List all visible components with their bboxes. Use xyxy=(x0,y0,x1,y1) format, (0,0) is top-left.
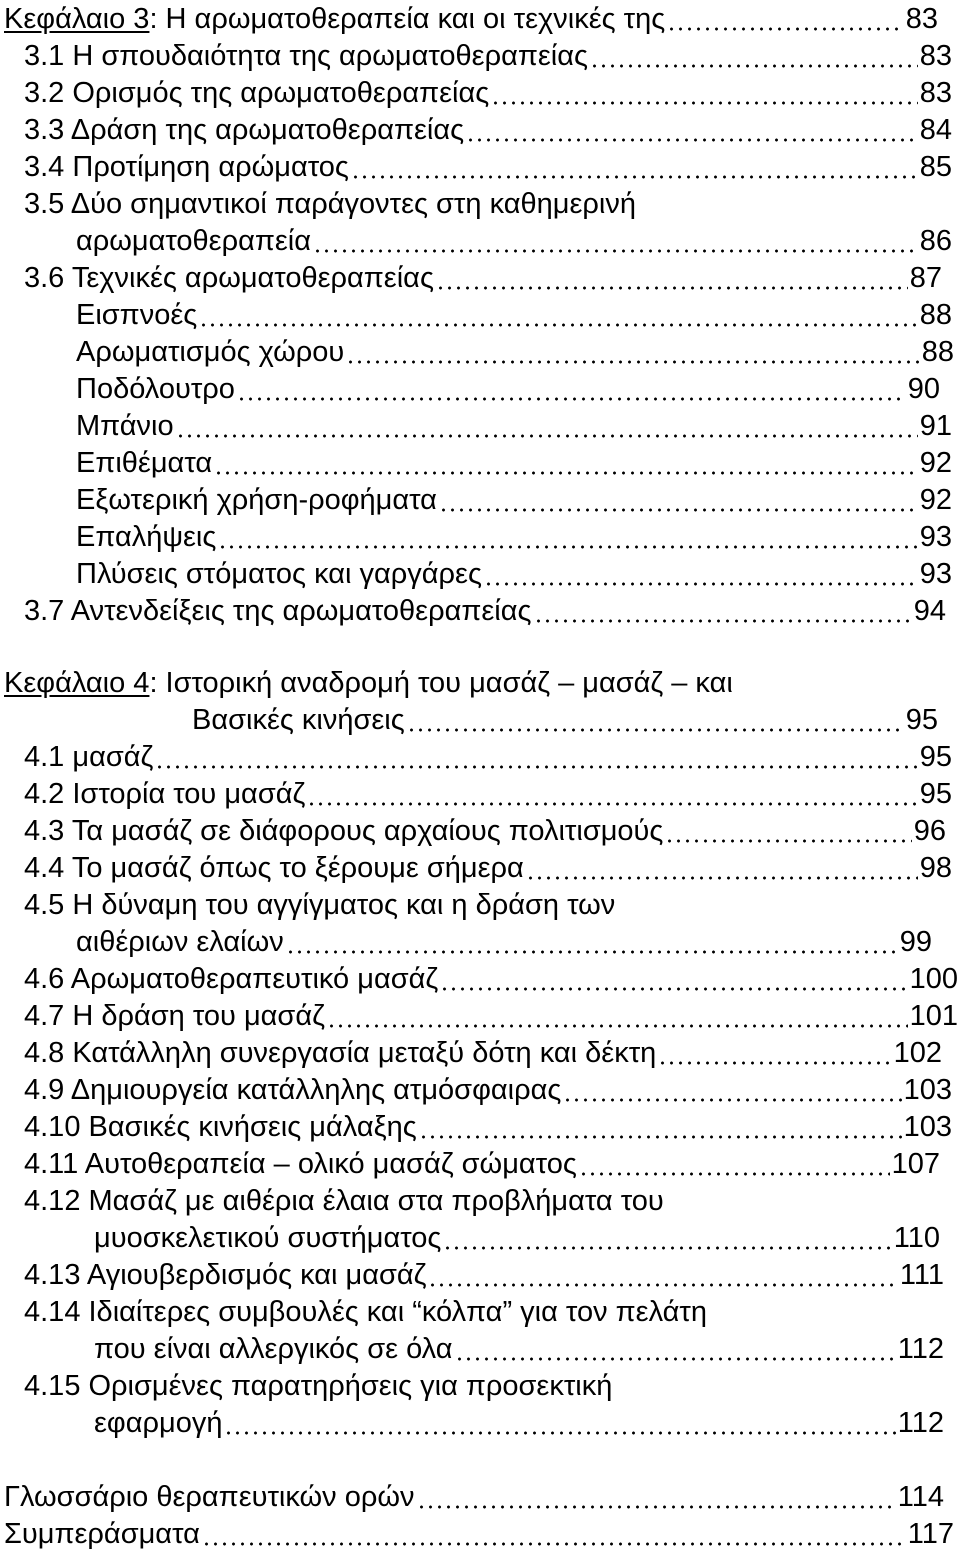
dot-leader xyxy=(327,998,908,1034)
toc-entry-page: 93 xyxy=(919,558,952,590)
toc-entry-page: 96 xyxy=(913,815,946,847)
dot-leader xyxy=(237,371,906,407)
toc-entry-text: 4.14 Ιδιαίτερες συμβουλές και “κόλπα” για τον πελάτη xyxy=(24,1296,708,1328)
dot-leader xyxy=(436,260,908,296)
dot-leader xyxy=(419,1109,902,1145)
toc-entry-text: 4.7 Η δράση του μασάζ xyxy=(24,1000,325,1032)
chapter-4-title: : Ιστορική αναδρομή του μασάζ – μασάζ – και xyxy=(149,667,733,699)
glossary-text: Γλωσσάριο θεραπευτικών ορών xyxy=(4,1481,415,1513)
dot-leader xyxy=(590,38,918,74)
toc-entry-text: 3.4 Προτίμηση αρώματος xyxy=(24,151,349,183)
toc-entry-page: 86 xyxy=(919,225,952,257)
chapter-4-label: Κεφάλαιο 4 xyxy=(4,667,150,699)
toc-entry-text: αρωματοθεραπεία xyxy=(76,225,312,257)
dot-leader xyxy=(579,1146,890,1182)
dot-leader xyxy=(665,813,911,849)
dot-leader xyxy=(214,445,918,481)
toc-entry xyxy=(76,924,932,960)
toc-entry xyxy=(94,1331,944,1367)
toc-entry-page: 111 xyxy=(899,1259,944,1291)
toc-entry xyxy=(24,813,946,849)
toc-entry-text: 4.13 Αγιουβερδισμός και μασάζ xyxy=(24,1259,427,1291)
dot-leader xyxy=(534,593,912,629)
dot-leader xyxy=(199,297,918,333)
toc-entry-text: 3.7 Αντενδείξεις της αρωματοθεραπείας xyxy=(24,595,532,627)
toc-entry xyxy=(94,1220,940,1256)
toc-entry-page: 94 xyxy=(913,595,946,627)
toc-entry xyxy=(24,1257,944,1293)
toc-entry-text: μυοσκελετικού συστήματος xyxy=(94,1222,442,1254)
toc-entry xyxy=(24,1146,940,1182)
toc-entry-text: 4.6 Αρωματοθεραπευτικό μασάζ xyxy=(24,963,439,995)
dot-leader xyxy=(563,1072,901,1108)
toc-entry xyxy=(24,776,952,812)
toc-entry-text: 3.2 Ορισμός της αρωματοθεραπείας xyxy=(24,77,490,109)
chapter-4-heading-cont xyxy=(192,702,938,738)
toc-entry-text: 4.12 Μασάζ με αιθέρια έλαια στα προβλήματα του xyxy=(24,1185,664,1217)
glossary-page: 114 xyxy=(897,1481,944,1513)
toc-entry xyxy=(24,260,942,296)
toc-entry-text: 4.8 Κατάλληλη συνεργασία μεταξύ δότη και δέκτη xyxy=(24,1037,657,1069)
toc-entry-page: 98 xyxy=(919,852,952,884)
toc-entry-page: 95 xyxy=(919,741,952,773)
toc-entry-text: 4.10 Βασικές κινήσεις μάλαξης xyxy=(24,1111,417,1143)
toc-entry-page: 102 xyxy=(893,1037,942,1069)
toc-entry xyxy=(94,1405,944,1441)
toc-entry-text: Επιθέματα xyxy=(76,447,213,479)
toc-entry xyxy=(24,739,952,775)
toc-entry-text: 4.2 Ιστορία του μασάζ xyxy=(24,778,306,810)
toc-entry-page: 91 xyxy=(919,410,952,442)
toc-entry-text: 4.3 Τα μασάζ σε διάφορους αρχαίους πολιτισμούς xyxy=(24,815,664,847)
dot-leader xyxy=(455,1331,896,1367)
dot-leader xyxy=(218,519,917,555)
toc-entry-page: 83 xyxy=(919,40,952,72)
toc-entry-text: 3.5 Δύο σημαντικοί παράγοντες στη καθημερινή xyxy=(24,188,636,220)
toc-entry-page: 92 xyxy=(919,447,952,479)
toc-entry xyxy=(76,519,952,555)
conclusions-entry xyxy=(4,1516,954,1552)
toc-entry-page: 92 xyxy=(919,484,952,516)
toc-entry xyxy=(24,1072,952,1108)
dot-leader xyxy=(286,924,898,960)
toc-entry-text: Επαλήψεις xyxy=(76,521,217,553)
toc-entry-text: Εισπνοές xyxy=(76,299,198,331)
dot-leader xyxy=(526,850,918,886)
dot-leader xyxy=(307,776,917,812)
dot-leader xyxy=(491,75,917,111)
dot-leader xyxy=(658,1035,891,1071)
chapter-3-heading xyxy=(4,1,938,37)
toc-entry-text: Ποδόλουτρο xyxy=(76,373,235,405)
toc-entry xyxy=(76,556,952,592)
toc-entry-page: 88 xyxy=(919,299,952,331)
toc-entry-page: 93 xyxy=(919,521,952,553)
dot-leader xyxy=(484,556,918,592)
toc-entry-page: 107 xyxy=(891,1148,940,1180)
toc-entry xyxy=(24,1035,942,1071)
toc-entry xyxy=(76,408,952,444)
dot-leader xyxy=(417,1479,896,1515)
toc-entry-text: 3.1 Η σπουδαιότητα της αρωματοθεραπείας xyxy=(24,40,588,72)
dot-leader xyxy=(466,112,918,148)
toc-entry-page: 95 xyxy=(919,778,952,810)
toc-entry-text: 4.1 μασάζ xyxy=(24,741,154,773)
dot-leader xyxy=(346,334,920,370)
toc-entry xyxy=(24,149,952,185)
toc-entry xyxy=(76,223,952,259)
toc-entry-page: 90 xyxy=(907,373,940,405)
toc-entry-text: Εξωτερική χρήση-ροφήματα xyxy=(76,484,437,516)
chapter-4-heading xyxy=(4,665,733,701)
toc-entry-text: 4.4 Το μασάζ όπως το ξέρουμε σήμερα xyxy=(24,852,524,884)
toc-entry xyxy=(24,998,958,1034)
toc-entry-text: 4.5 Η δύναμη του αγγίγματος και η δράση των xyxy=(24,889,616,921)
toc-entry-text: 4.15 Ορισμένες παρατηρήσεις για προσεκτική xyxy=(24,1370,613,1402)
dot-leader xyxy=(439,482,918,518)
dot-leader xyxy=(428,1257,897,1293)
dot-leader xyxy=(667,1,903,37)
toc-entry xyxy=(24,38,952,74)
dot-leader xyxy=(224,1405,895,1441)
toc-entry-text: αιθέριων ελαίων xyxy=(76,926,284,958)
glossary-entry xyxy=(4,1479,944,1515)
dot-leader xyxy=(443,1220,891,1256)
toc-entry-text: Αρωματισμός χώρου xyxy=(76,336,345,368)
toc-entry-page: 112 xyxy=(897,1407,944,1439)
toc-entry xyxy=(76,482,952,518)
toc-entry-page: 87 xyxy=(909,262,942,294)
toc-entry-text: 4.9 Δημιουργεία κατάλληλης ατμόσφαιρας xyxy=(24,1074,562,1106)
toc-entry xyxy=(76,371,940,407)
dot-leader xyxy=(313,223,918,259)
dot-leader xyxy=(407,702,904,738)
toc-entry xyxy=(76,334,954,370)
toc-entry-page: 101 xyxy=(909,1000,958,1032)
toc-entry-page: 84 xyxy=(919,114,952,146)
chapter-3-page: 83 xyxy=(905,3,938,35)
toc-entry-page: 112 xyxy=(897,1333,944,1365)
toc-entry-text: που είναι αλλεργικός σε όλα xyxy=(94,1333,453,1365)
conclusions-page: 117 xyxy=(907,1518,954,1550)
toc-entry-page: 110 xyxy=(893,1222,940,1254)
toc-entry xyxy=(24,112,952,148)
chapter-4-title-cont: Βασικές κινήσεις xyxy=(192,704,405,736)
chapter-4-page: 95 xyxy=(905,704,938,736)
dot-leader xyxy=(202,1516,906,1552)
toc-entry-page: 103 xyxy=(903,1074,952,1106)
dot-leader xyxy=(176,408,918,444)
toc-entry xyxy=(24,1109,952,1145)
toc-entry xyxy=(24,850,952,886)
toc-entry-text: 4.11 Αυτοθεραπεία – ολικό μασάζ σώματος xyxy=(24,1148,577,1180)
toc-entry xyxy=(24,593,946,629)
toc-entry-text: Πλύσεις στόματος και γαργάρες xyxy=(76,558,482,590)
toc-entry xyxy=(24,961,958,997)
toc-entry-text: 3.6 Τεχνικές αρωματοθεραπείας xyxy=(24,262,434,294)
toc-entry-page: 99 xyxy=(899,926,932,958)
toc-entry xyxy=(76,297,952,333)
dot-leader xyxy=(351,149,918,185)
chapter-3-title: : Η αρωματοθεραπεία και οι τεχνικές της xyxy=(149,3,666,35)
toc-entry-page: 83 xyxy=(919,77,952,109)
toc-entry-page: 103 xyxy=(903,1111,952,1143)
chapter-3-label: Κεφάλαιο 3 xyxy=(4,3,150,35)
toc-entry-page: 100 xyxy=(909,963,958,995)
toc-entry-text: Μπάνιο xyxy=(76,410,174,442)
toc-entry xyxy=(76,445,952,481)
toc-entry-page: 88 xyxy=(921,336,954,368)
dot-leader xyxy=(440,961,907,997)
toc-entry-page: 85 xyxy=(919,151,952,183)
toc-entry-text: εφαρμογή xyxy=(94,1407,223,1439)
dot-leader xyxy=(155,739,917,775)
toc-entry-text: 3.3 Δράση της αρωματοθεραπείας xyxy=(24,114,465,146)
toc-entry xyxy=(24,75,952,111)
conclusions-text: Συμπεράσματα xyxy=(4,1518,200,1550)
